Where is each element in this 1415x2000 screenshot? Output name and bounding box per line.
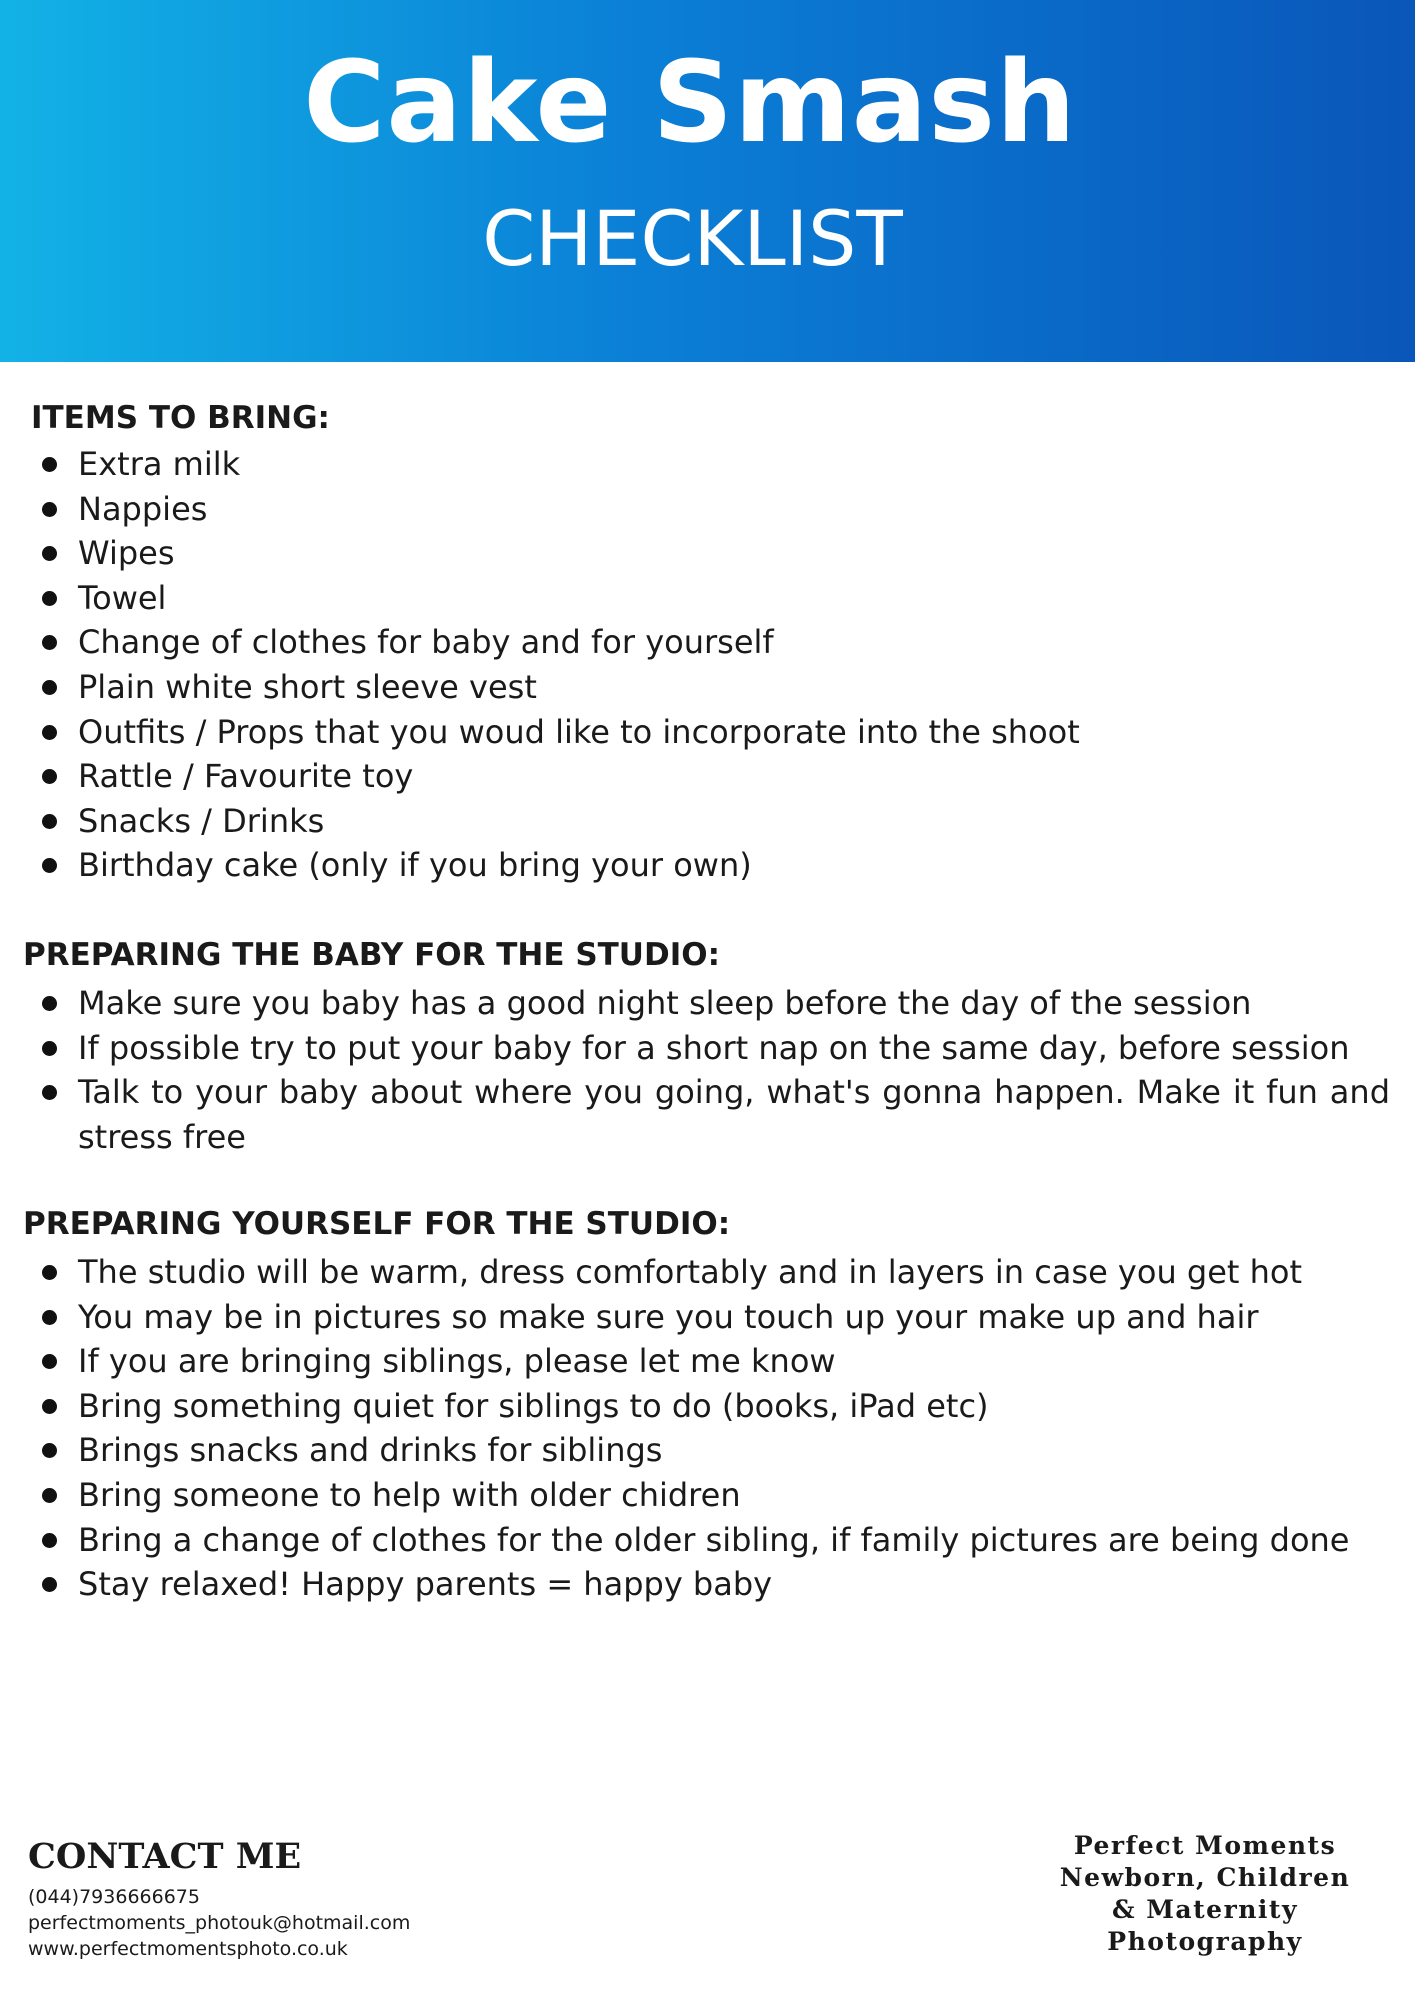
bullet-icon — [42, 591, 57, 606]
page-subtitle: CHECKLIST — [482, 194, 903, 283]
list-item-text: Nappies — [78, 489, 208, 528]
bullet-icon — [42, 1399, 57, 1414]
bullet-icon — [42, 1265, 57, 1280]
list-item — [78, 1026, 1390, 1071]
bullet-icon — [42, 769, 57, 784]
list-item — [78, 843, 1390, 888]
brand-line: Newborn, Children — [1059, 1863, 1351, 1892]
header-banner — [0, 0, 1415, 362]
list-item — [78, 710, 1390, 755]
list-item-text: Brings snacks and drinks for siblings — [78, 1431, 663, 1470]
bullet-icon — [42, 1041, 57, 1056]
list-item — [78, 576, 1390, 621]
bullet-icon — [42, 1085, 57, 1100]
list-item-text: Change of clothes for baby and for yourself — [78, 623, 774, 662]
list-item-text: You may be in pictures so make sure you touch up your make up and hair — [78, 1297, 1259, 1336]
list-item-text: Towel — [78, 578, 167, 617]
list-item-text: If possible try to put your baby for a short nap on the same day, before session — [78, 1028, 1350, 1067]
section-heading-yourself: PREPARING YOURSELF FOR THE STUDIO: — [23, 1206, 731, 1242]
list-item-text: Birthday cake (only if you bring your own) — [78, 846, 752, 885]
bullet-icon — [42, 1577, 57, 1592]
bullet-icon — [42, 814, 57, 829]
list-item-text: Bring a change of clothes for the older sibling, if family pictures are being done — [78, 1520, 1350, 1559]
contact-website[interactable]: www.perfectmomentsphoto.co.uk — [28, 1938, 348, 1960]
list-item-text: If you are bringing siblings, please let me know — [78, 1342, 836, 1381]
bullet-icon — [42, 680, 57, 695]
bullet-icon — [42, 996, 57, 1011]
list-item-text: Stay relaxed! Happy parents = happy baby — [78, 1565, 773, 1604]
list-item — [78, 1339, 1390, 1384]
bullet-icon — [42, 546, 57, 561]
list-item-text: Talk to your baby about where you going, what's gonna happen. Make it fun and stress free — [78, 1073, 1390, 1156]
list-item — [78, 1428, 1390, 1473]
bullet-icon — [42, 725, 57, 740]
list-item — [78, 799, 1390, 844]
items-list — [78, 442, 1390, 888]
list-item — [78, 531, 1390, 576]
bullet-icon — [42, 635, 57, 650]
brand-logo-text — [1020, 1830, 1390, 1958]
contact-email[interactable]: perfectmoments_photouk@hotmail.com — [28, 1912, 411, 1934]
list-item — [78, 487, 1390, 532]
brand-line: & Maternity — [1111, 1895, 1299, 1924]
list-item — [78, 1070, 1390, 1159]
list-item — [78, 1518, 1390, 1563]
list-item-text: Bring something quiet for siblings to do (books, iPad etc) — [78, 1386, 989, 1425]
bullet-icon — [42, 502, 57, 517]
list-item — [78, 620, 1390, 665]
bullet-icon — [42, 1310, 57, 1325]
list-item — [78, 1295, 1390, 1340]
list-item — [78, 981, 1390, 1026]
bullet-icon — [42, 858, 57, 873]
baby-list — [78, 981, 1390, 1159]
list-item-text: Bring someone to help with older chidren — [78, 1475, 741, 1514]
list-item-text: Plain white short sleeve vest — [78, 667, 537, 706]
bullet-icon — [42, 1533, 57, 1548]
list-item-text: Wipes — [78, 534, 175, 573]
bullet-icon — [42, 457, 57, 472]
brand-line: Photography — [1107, 1927, 1303, 1956]
list-item-text: Make sure you baby has a good night sleep before the day of the session — [78, 984, 1252, 1022]
list-item — [78, 1250, 1390, 1295]
list-item — [78, 1562, 1390, 1607]
section-heading-baby: PREPARING THE BABY FOR THE STUDIO: — [23, 937, 720, 973]
page-title: Cake Smash — [303, 38, 1077, 168]
list-item — [78, 754, 1390, 799]
list-item-text: Rattle / Favourite toy — [78, 757, 414, 796]
list-item-text: Snacks / Drinks — [78, 801, 325, 840]
yourself-list — [78, 1250, 1390, 1607]
bullet-icon — [42, 1488, 57, 1503]
bullet-icon — [42, 1443, 57, 1458]
list-item — [78, 442, 1390, 487]
section-heading-items: ITEMS TO BRING: — [31, 400, 330, 436]
contact-heading: CONTACT ME — [28, 1836, 302, 1877]
list-item-text: Outfits / Props that you woud like to incorporate into the shoot — [78, 712, 1080, 751]
list-item-text: The studio will be warm, dress comfortably and in layers in case you get hot — [78, 1253, 1303, 1291]
list-item — [78, 665, 1390, 710]
contact-phone: (044)7936666675 — [28, 1886, 200, 1908]
bullet-icon — [42, 1354, 57, 1369]
brand-line: Perfect Moments — [1073, 1831, 1337, 1860]
list-item-text: Extra milk — [78, 445, 241, 483]
list-item — [78, 1473, 1390, 1518]
list-item — [78, 1384, 1390, 1429]
